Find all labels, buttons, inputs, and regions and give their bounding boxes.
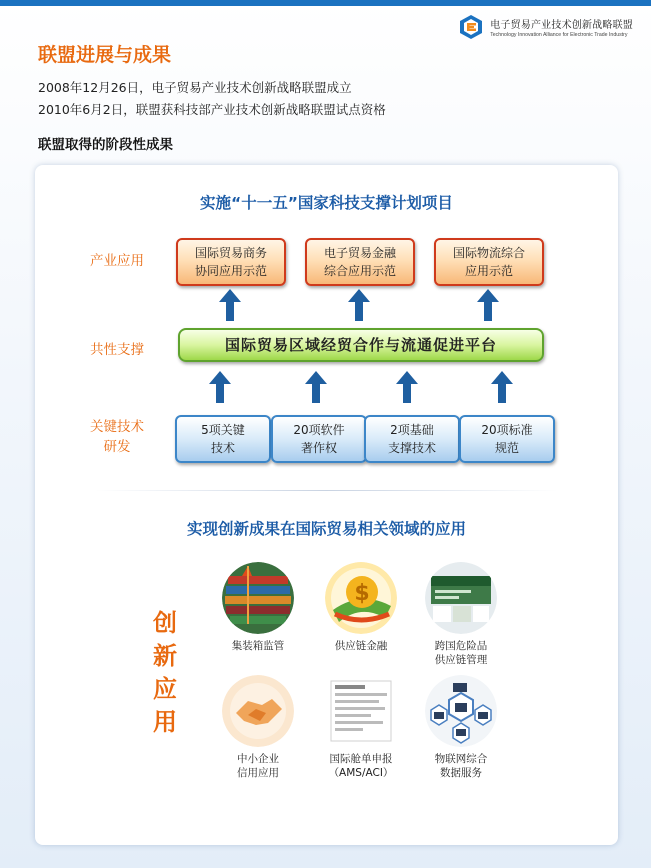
up-arrow-icon: [209, 371, 231, 403]
row-label-support: 共性支撑: [90, 342, 144, 358]
diagram-title: 实施“十一五”国家科技支撑计划项目: [200, 194, 453, 212]
application-iot-data-service: 物联网综合 数据服务: [411, 675, 511, 780]
up-arrow-icon: [305, 371, 327, 403]
application-box-trade-finance: 电子贸易金融 综合应用示范: [305, 238, 415, 286]
top-accent-bar: [0, 0, 651, 6]
milestone-line-1: 2008年12月26日，电子贸易产业技术创新战略联盟成立: [38, 80, 352, 95]
row-label-research: 关键技术 研发: [90, 419, 144, 455]
application-supply-chain-finance: $ 供应链金融: [311, 562, 411, 653]
org-name-en: Technology Innovation Alliance for Electronic Trade Industry: [490, 32, 628, 38]
form-document-icon: [325, 675, 397, 747]
container-yard-icon: [222, 562, 294, 634]
application-container-supervision: 集装箱监管: [208, 562, 308, 653]
platform-box: 国际贸易区域经贸合作与流通促进平台: [178, 328, 544, 362]
section-divider: [95, 490, 558, 491]
header-brand: [458, 14, 633, 40]
research-box-standards: 20项标准 规范: [459, 415, 555, 463]
up-arrow-icon: [219, 289, 241, 321]
results-panel: [35, 165, 618, 845]
application-hazmat-supply-chain: 跨国危险品 供应链管理: [411, 562, 511, 667]
org-name-cn: 电子贸易产业技术创新战略联盟: [490, 20, 633, 31]
handshake-icon: [222, 675, 294, 747]
row-label-application: 产业应用: [90, 253, 144, 269]
network-hexagon-icon: [425, 675, 497, 747]
application-box-trade-commerce: 国际贸易商务 协同应用示范: [176, 238, 286, 286]
up-arrow-icon: [396, 371, 418, 403]
research-box-foundation: 2项基础 支撑技术: [364, 415, 460, 463]
research-box-software: 20项软件 著作权: [271, 415, 367, 463]
applications-title: 实现创新成果在国际贸易相关领域的应用: [186, 520, 466, 538]
up-arrow-icon: [348, 289, 370, 321]
web-portal-icon: [425, 562, 497, 634]
alliance-logo-icon: [458, 14, 484, 40]
up-arrow-icon: [491, 371, 513, 403]
milestone-line-2: 2010年6月2日，联盟获科技部产业技术创新战略联盟试点资格: [38, 102, 386, 117]
page-title: 联盟进展与成果: [38, 44, 172, 66]
application-box-logistics: 国际物流综合 应用示范: [434, 238, 544, 286]
svg-text:$: $: [354, 581, 370, 606]
dollar-coin-icon: [325, 562, 397, 634]
application-sme-credit: 中小企业 信用应用: [208, 675, 308, 780]
application-manifest-declaration: 国际舱单申报 （AMS/ACI）: [311, 675, 411, 780]
vertical-label: 创 新 应 用: [153, 609, 177, 736]
up-arrow-icon: [477, 289, 499, 321]
section-subheading: 联盟取得的阶段性成果: [38, 137, 173, 153]
research-box-key-tech: 5项关键 技术: [175, 415, 271, 463]
